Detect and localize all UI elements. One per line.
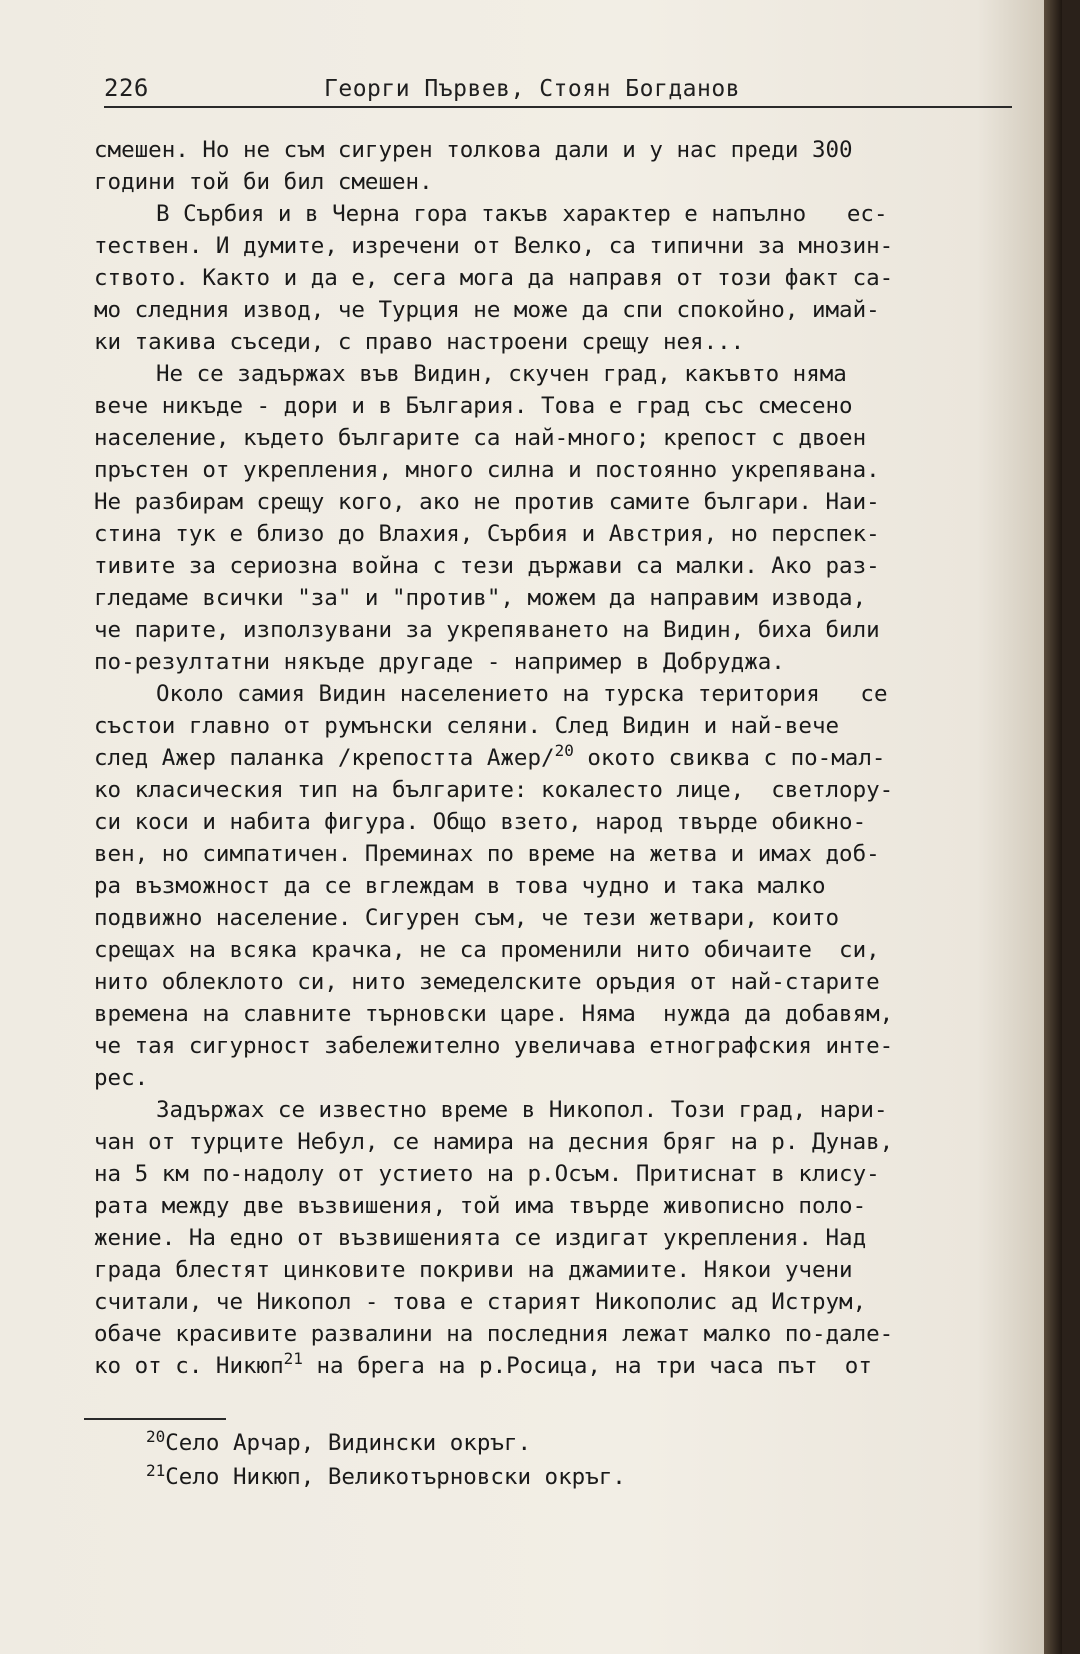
- text-line: по-резултатни някъде другаде - например в Добруджа.: [94, 649, 785, 675]
- text-line: вече никъде - дори и в България. Това е град със смесено: [94, 393, 853, 419]
- text-line: години той би бил смешен.: [94, 169, 433, 195]
- text-fragment: на брега на р.Росица, на три часа път от: [316, 1353, 872, 1379]
- text-line: население, където българите са най-много; крепост с двоен: [94, 425, 867, 451]
- footnote: [146, 1460, 626, 1494]
- footnote-number: 20: [146, 1427, 166, 1446]
- text-line: срещах на всяка крачка, не са променили нито обичаите си,: [94, 937, 880, 963]
- text-line: тивите за сериозна война с тези държави са малки. Ако раз-: [94, 553, 880, 579]
- text-line: обаче красивите развалини на последния лежат малко по-дале-: [94, 1321, 894, 1347]
- text-line: Около самия Видин населението на турска територия се: [156, 681, 888, 707]
- text-line: Задържах се известно време в Никопол. Този град, нари-: [156, 1097, 888, 1123]
- text-line: чан от турците Небул, се намира на десния бряг на р. Дунав,: [94, 1129, 894, 1155]
- footnote-divider: [84, 1418, 226, 1420]
- text-line: че тая сигурност забележително увеличава етнографския инте-: [94, 1033, 894, 1059]
- text-line: ко класическия тип на българите: кокалесто лице, светлору-: [94, 777, 894, 803]
- text-line: пръстен от укрепления, много силна и постоянно укрепявана.: [94, 457, 880, 483]
- text-line: рес.: [94, 1065, 149, 1091]
- text-line: стина тук е близо до Влахия, Сърбия и Австрия, но перспек-: [94, 521, 880, 547]
- footnote-ref-21: 21: [283, 1349, 303, 1368]
- text-line: си коси и набита фигура. Общо взето, народ твърде обикно-: [94, 809, 867, 835]
- text-line-with-footnote-ref: [94, 1350, 1026, 1382]
- text-fragment: ко от с. Никюп: [94, 1353, 284, 1379]
- page-header: [104, 70, 1012, 108]
- text-line: рата между две възвишения, той има твърде живописно поло-: [94, 1193, 867, 1219]
- text-line: на 5 км по-надолу от устието на р.Осъм. Притиснат в клису-: [94, 1161, 880, 1187]
- text-line: вен, но симпатичен. Преминах по време на жетва и имах доб-: [94, 841, 880, 867]
- footnote-text: Село Никюп, Великотърновски окръг.: [165, 1464, 626, 1490]
- text-line-with-footnote-ref: [94, 742, 1026, 774]
- running-title: Георги Първев, Стоян Богданов: [324, 76, 741, 102]
- footnote: [146, 1426, 626, 1460]
- page-edge-shadow: [1044, 0, 1062, 1654]
- text-line: ра възможност да се вглеждам в това чудно и така малко: [94, 873, 826, 899]
- footnote-ref-20: 20: [554, 741, 574, 760]
- footnote-text: Село Арчар, Видински окръг.: [165, 1430, 532, 1456]
- footnote-number: 21: [146, 1461, 166, 1480]
- text-line: В Сърбия и в Черна гора такъв характер е напълно ес-: [156, 201, 888, 227]
- text-fragment: след Ажер паланка /крепостта Ажер/: [94, 745, 555, 771]
- text-line: подвижно население. Сигурен съм, че тези жетвари, които: [94, 905, 840, 931]
- text-line: жение. На едно от възвишенията се издигат укрепления. Над: [94, 1225, 867, 1251]
- text-line: Не разбирам срещу кого, ако не против самите българи. Наи-: [94, 489, 880, 515]
- text-line: времена на славните търновски царе. Няма нужда да добавям,: [94, 1001, 894, 1027]
- text-line: мо следния извод, че Турция не може да спи спокойно, имай-: [94, 297, 880, 323]
- body-text: [94, 134, 1026, 1382]
- text-fragment: окото свиква с по-мал-: [587, 745, 886, 771]
- text-line: тествен. И думите, изречени от Велко, са типични за мнозин-: [94, 233, 894, 259]
- page-number: 226: [104, 74, 149, 102]
- text-line: нито облеклото си, нито земеделските оръдия от най-старите: [94, 969, 880, 995]
- text-line: че парите, използувани за укрепяването на Видин, биха били: [94, 617, 880, 643]
- text-line: считали, че Никопол - това е старият Никополис ад Иструм,: [94, 1289, 867, 1315]
- text-line: Не се задържах във Видин, скучен град, какъвто няма: [156, 361, 847, 387]
- text-line: ството. Както и да е, сега мога да направя от този факт са-: [94, 265, 894, 291]
- text-line: града блестят цинковите покриви на джамиите. Някои учени: [94, 1257, 853, 1283]
- text-line: състои главно от румънски селяни. След Видин и най-вече: [94, 713, 840, 739]
- text-line: гледаме всички "за" и "против", можем да направим извода,: [94, 585, 867, 611]
- text-line: смешен. Но не съм сигурен толкова дали и у нас преди 300: [94, 137, 853, 163]
- text-line: ки такива съседи, с право настроени срещу нея...: [94, 329, 745, 355]
- footnotes: [146, 1426, 626, 1494]
